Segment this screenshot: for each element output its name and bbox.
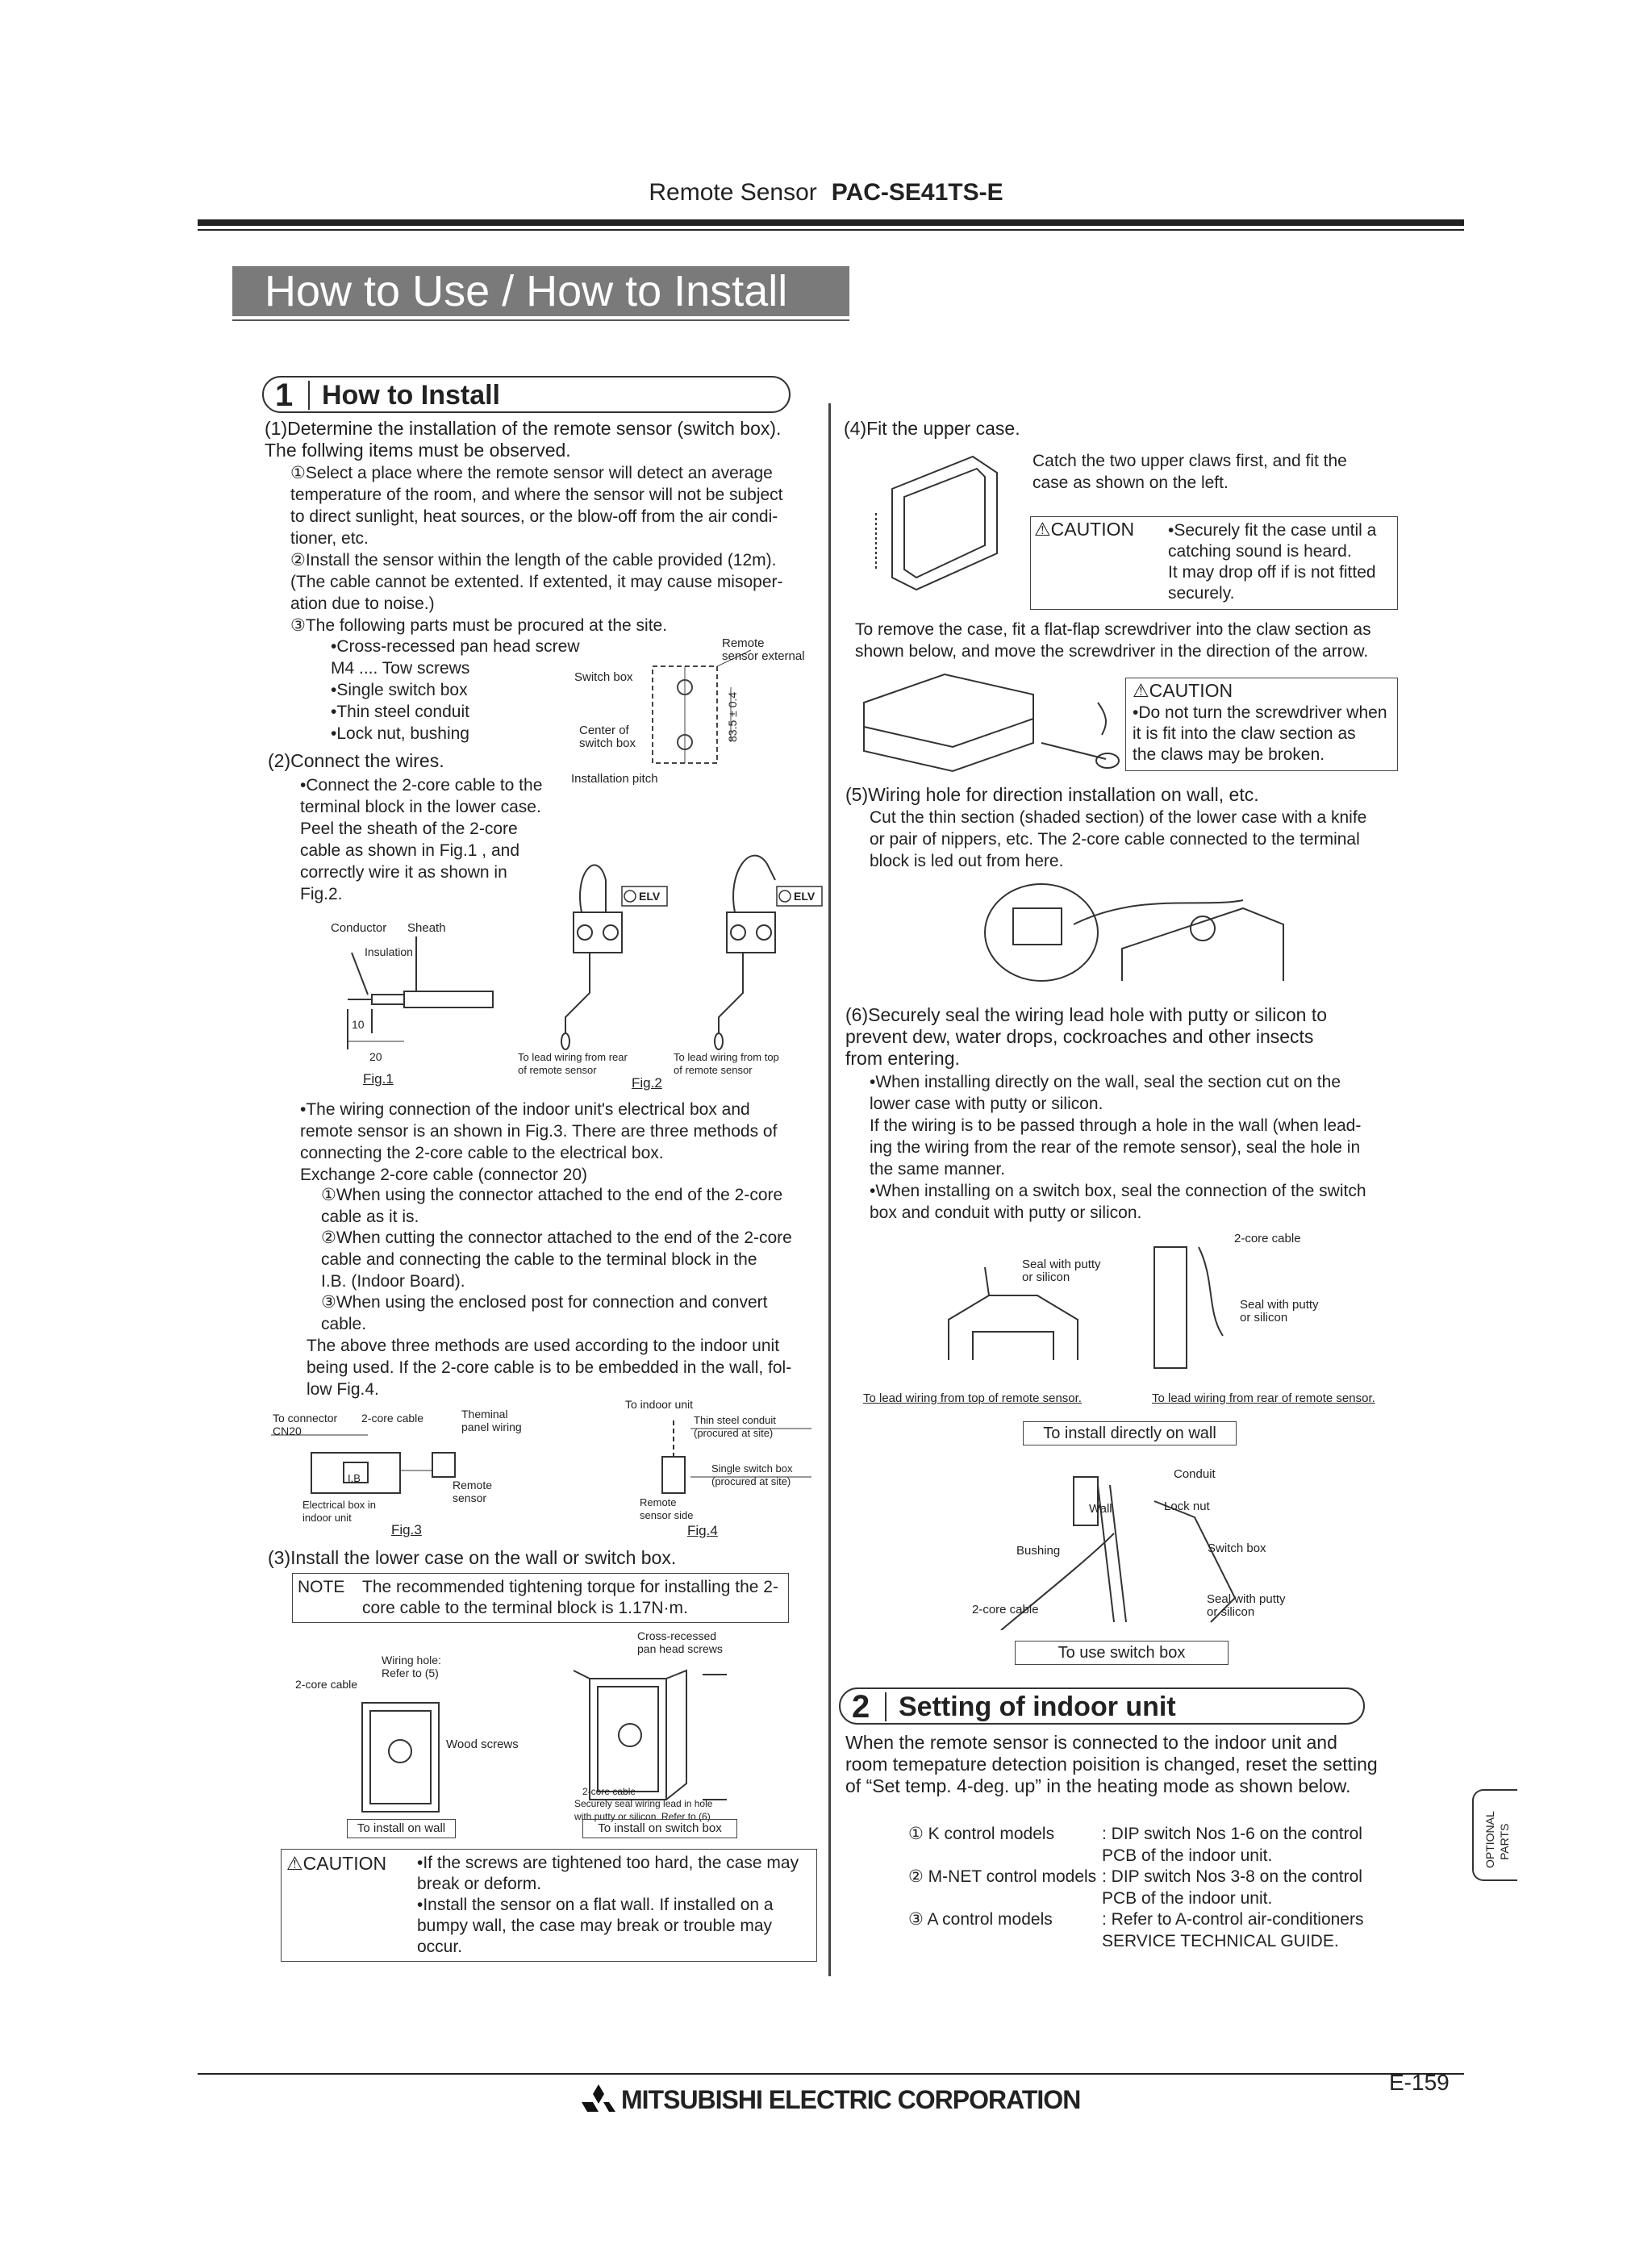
label-wall: Wall xyxy=(1089,1502,1112,1516)
label-2core-switch: 2-core cable xyxy=(972,1603,1039,1616)
mnet-control-label: ② M-NET control models xyxy=(908,1867,1097,1886)
page-number: E-159 xyxy=(1389,2070,1450,2095)
label-seal-2: Seal with putty or silicon xyxy=(1240,1298,1319,1324)
note-label: NOTE xyxy=(298,1578,345,1596)
caption-use-switch: To use switch box xyxy=(1015,1641,1229,1665)
label-seal-3: Seal with putty or silicon xyxy=(1207,1592,1286,1619)
section-banner: How to Use / How to Install xyxy=(232,266,849,316)
label-lock-nut: Lock nut xyxy=(1164,1500,1210,1513)
section-1-heading: 1 How to Install xyxy=(262,376,791,413)
caption-install-wall: To install on wall xyxy=(347,1819,456,1838)
step-2b-text: •The wiring connection of the indoor unit's electrical box and remote sensor is an shown in Fig.3. There are three methods of connecting the 2-core cable to the electrical box. Exchange 2-core cable (connector 20) xyxy=(300,1100,778,1184)
note-text: The recommended tightening torque for installing the 2- core cable to the terminal block is 1.17N·m. xyxy=(362,1578,778,1617)
k-control-label: ① K control models xyxy=(908,1825,1055,1843)
label-dimension: 83.5 ± 0.4 xyxy=(726,691,739,742)
method-2-text: ②When cutting the connector attached to the end of the 2-core cable and connecting the cable to the terminal block in the I.B. (Indoor Board). xyxy=(321,1229,792,1291)
label-center: Center of switch box xyxy=(579,724,636,750)
caution-text-left: •If the screws are tightened too hard, the case may break or deform. •Install the sensor on a flat wall. If installed on a bumpy wall, the case may break or trouble may occur. xyxy=(417,1854,799,1956)
step-1a-text: ①Select a place where the remote sensor will detect an average temperature of the room, and where the sensor will not be subject to direct sunlight, heat sources, or the blow-off from the air condi- tioner, etc. xyxy=(290,464,783,548)
product-name: Remote Sensor xyxy=(649,179,817,206)
step-1c-text: ③The following parts must be procured at the site. xyxy=(290,616,668,635)
optional-parts-tab[interactable] xyxy=(1472,1789,1517,1881)
fig3-caption: Fig.3 xyxy=(391,1522,422,1537)
caution-text-2: •Do not turn the screwdriver when it is fit into the claw section as the claws may be broken. xyxy=(1133,703,1387,764)
step-1-text: (1)Determine the installation of the remote sensor (switch box). The follwing items must be observed. xyxy=(265,418,782,461)
step-5-text: (5)Wiring hole for direction installation on wall, etc. xyxy=(845,784,1259,805)
fig1-cable-diagram xyxy=(339,928,502,1058)
label-2core-fig3: 2-core cable xyxy=(361,1412,424,1425)
column-divider xyxy=(828,403,831,1976)
label-ib: I.B xyxy=(348,1472,361,1484)
caption-lead-top: To lead wiring from top of remote sensor. xyxy=(863,1391,1082,1405)
wiring-hole-diagram xyxy=(976,875,1300,998)
caution-label-1: ⚠CAUTION xyxy=(1034,519,1135,540)
caution-label-left: ⚠CAUTION xyxy=(286,1853,387,1874)
caution-box-1 xyxy=(1030,516,1398,610)
label-seal-lead: Securely seal wiring lead in hole with putty or silicon. Refer to (6) xyxy=(574,1798,713,1822)
label-remote-side: Remote sensor side xyxy=(640,1496,694,1521)
label-cross-screws: Cross-recessed pan head screws xyxy=(637,1629,723,1655)
step-4-text: (4)Fit the upper case. xyxy=(844,418,1020,439)
label-2core-install: 2-core cable xyxy=(295,1678,358,1691)
parts-list: •Cross-recessed pan head screw M4 .... Tow screws •Single switch box •Thin steel conduit •Lock nut, bushing xyxy=(331,637,580,743)
tab-line-1: OPTIONAL xyxy=(1483,1811,1496,1868)
step-3-text: (3)Install the lower case on the wall or switch box. xyxy=(268,1547,677,1568)
label-single-box: Single switch box (procured at site) xyxy=(711,1462,793,1487)
dim-20: 20 xyxy=(369,1050,382,1063)
caption-install-direct: To install directly on wall xyxy=(1023,1421,1237,1445)
upper-case-diagram xyxy=(867,448,1014,599)
label-wiring-hole: Wiring hole: Refer to (5) xyxy=(382,1654,441,1679)
remove-case-text: To remove the case, fit a flat-flap screwdriver into the claw section as shown below, and move the screwdriver in the direction of the arrow. xyxy=(855,620,1371,661)
step-5a-text: Cut the thin section (shaded section) of the lower case with a knife or pair of nippers, etc. The 2-core cable connected to the terminal block is led out from here. xyxy=(870,808,1367,870)
label-electrical-box: Electrical box in indoor unit xyxy=(302,1499,377,1524)
footer-corporation: MITSUBISHI ELECTRIC CORPORATION xyxy=(581,2083,1080,2115)
caution-box-2 xyxy=(1125,678,1398,771)
label-conduit: Conduit xyxy=(1174,1467,1216,1481)
label-wood-screws: Wood screws xyxy=(446,1737,519,1751)
label-seal-1: Seal with putty or silicon xyxy=(1022,1258,1101,1284)
k-control-value: : DIP switch Nos 1-6 on the control PCB of the indoor unit. xyxy=(1102,1825,1362,1865)
section-2-heading: 2 Setting of indoor unit xyxy=(839,1687,1365,1725)
section-2-text: When the remote sensor is connected to the indoor unit and room temepature detection poisition is changed, reset the setting of “Set temp. 4-deg. up” in the heating mode as shown below. xyxy=(845,1732,1378,1796)
label-insulation: Insulation xyxy=(365,945,413,958)
label-switch-box: Switch box xyxy=(574,670,633,684)
label-sheath: Sheath xyxy=(407,921,446,935)
label-lead-rear: To lead wiring from rear of remote sensor xyxy=(518,1051,628,1076)
a-control-label: ③ A control models xyxy=(908,1910,1053,1929)
mnet-control-value: : DIP switch Nos 3-8 on the control PCB of the indoor unit. xyxy=(1102,1867,1362,1908)
elv-mark-1: ELV xyxy=(639,890,661,903)
caption-lead-rear: To lead wiring from rear of remote sensor. xyxy=(1152,1391,1375,1405)
fig4-caption: Fig.4 xyxy=(687,1523,718,1538)
remove-case-diagram xyxy=(855,670,1123,784)
label-terminal-panel: Theminal panel wiring xyxy=(461,1408,522,1433)
label-remote-sensor-fig3: Remote sensor xyxy=(453,1479,493,1504)
label-to-indoor: To indoor unit xyxy=(625,1398,694,1411)
lower-case-install-diagrams xyxy=(290,1637,808,1841)
seal-diagrams xyxy=(940,1230,1393,1393)
step-4a-text: Catch the two upper claws first, and fit the case as shown on the left. xyxy=(1032,452,1347,492)
caution-label-2: ⚠CAUTION xyxy=(1133,680,1233,701)
terminal-wiring-figures xyxy=(516,831,832,1074)
fig1-caption: Fig.1 xyxy=(363,1071,394,1087)
step-6a-text: •When installing directly on the wall, seal the section cut on the lower case with putty or silicon. If the wiring is to be passed through a hole in the wall (when lead- ing the wiring from the rear of the remote sensor), seal the hole in the same manner. •When installing on a switch box, seal the connection of the switch box and conduit with putty or silicon. xyxy=(870,1073,1366,1222)
banner-underline xyxy=(232,319,849,321)
model-number: PAC-SE41TS-E xyxy=(831,179,1003,206)
mitsubishi-logo-icon xyxy=(581,2083,616,2113)
note-box xyxy=(292,1573,789,1623)
method-3-text: ③When using the enclosed post for connection and convert cable. xyxy=(321,1293,768,1333)
step-1b-text: ②Install the sensor within the length of the cable provided (12m). (The cable cannot be extented. If extented, it may cause misoper- ation due to noise.) xyxy=(290,551,783,613)
label-pitch: Installation pitch xyxy=(571,772,658,786)
a-control-value: : Refer to A-control air-conditioners SERVICE TECHNICAL GUIDE. xyxy=(1102,1910,1364,1950)
page-header xyxy=(0,179,1652,206)
label-switch-box-right: Switch box xyxy=(1208,1541,1266,1555)
label-remote-external: Remote sensor external xyxy=(722,636,805,663)
step-6-text: (6)Securely seal the wiring lead hole with putty or silicon to prevent dew, water drops, cockroaches and other insects from entering. xyxy=(845,1004,1328,1069)
caution-text-1: •Securely fit the case until a catching sound is heard. It may drop off if is not fitted securely. xyxy=(1168,521,1377,603)
fig2-caption: Fig.2 xyxy=(632,1075,662,1091)
step-2a-text: •Connect the 2-core cable to the terminal block in the lower case. Peel the sheath of the 2-core cable as shown in Fig.1 , and correctly wire it as shown in Fig.2. xyxy=(300,776,543,903)
label-bushing: Bushing xyxy=(1016,1544,1061,1558)
tab-line-2: PARTS xyxy=(1498,1823,1511,1860)
elv-mark-2: ELV xyxy=(794,890,816,903)
method-1-text: ①When using the connector attached to the end of the 2-core cable as it is. xyxy=(321,1186,783,1226)
caution-box-left xyxy=(281,1849,817,1962)
header-rule-thin xyxy=(198,229,1464,231)
step-2-text: (2)Connect the wires. xyxy=(268,750,444,771)
label-conductor: Conductor xyxy=(331,921,387,935)
step-2c-text: The above three methods are used according to the indoor unit being used. If the 2-core cable is to be embedded in the wall, fol- low Fig.4. xyxy=(307,1337,792,1399)
header-rule xyxy=(198,219,1464,226)
caption-install-box: To install on switch box xyxy=(582,1819,737,1838)
dim-10: 10 xyxy=(352,1018,365,1031)
footer-rule xyxy=(198,2073,1464,2075)
label-thin-conduit: Thin steel conduit (procured at site) xyxy=(694,1414,776,1439)
label-to-connector: To connector CN20 xyxy=(273,1412,338,1437)
label-lead-top: To lead wiring from top of remote sensor xyxy=(674,1051,779,1076)
label-2core-seal: 2-core cable xyxy=(1234,1232,1301,1245)
label-2core-box: 2-core cable xyxy=(582,1786,636,1797)
